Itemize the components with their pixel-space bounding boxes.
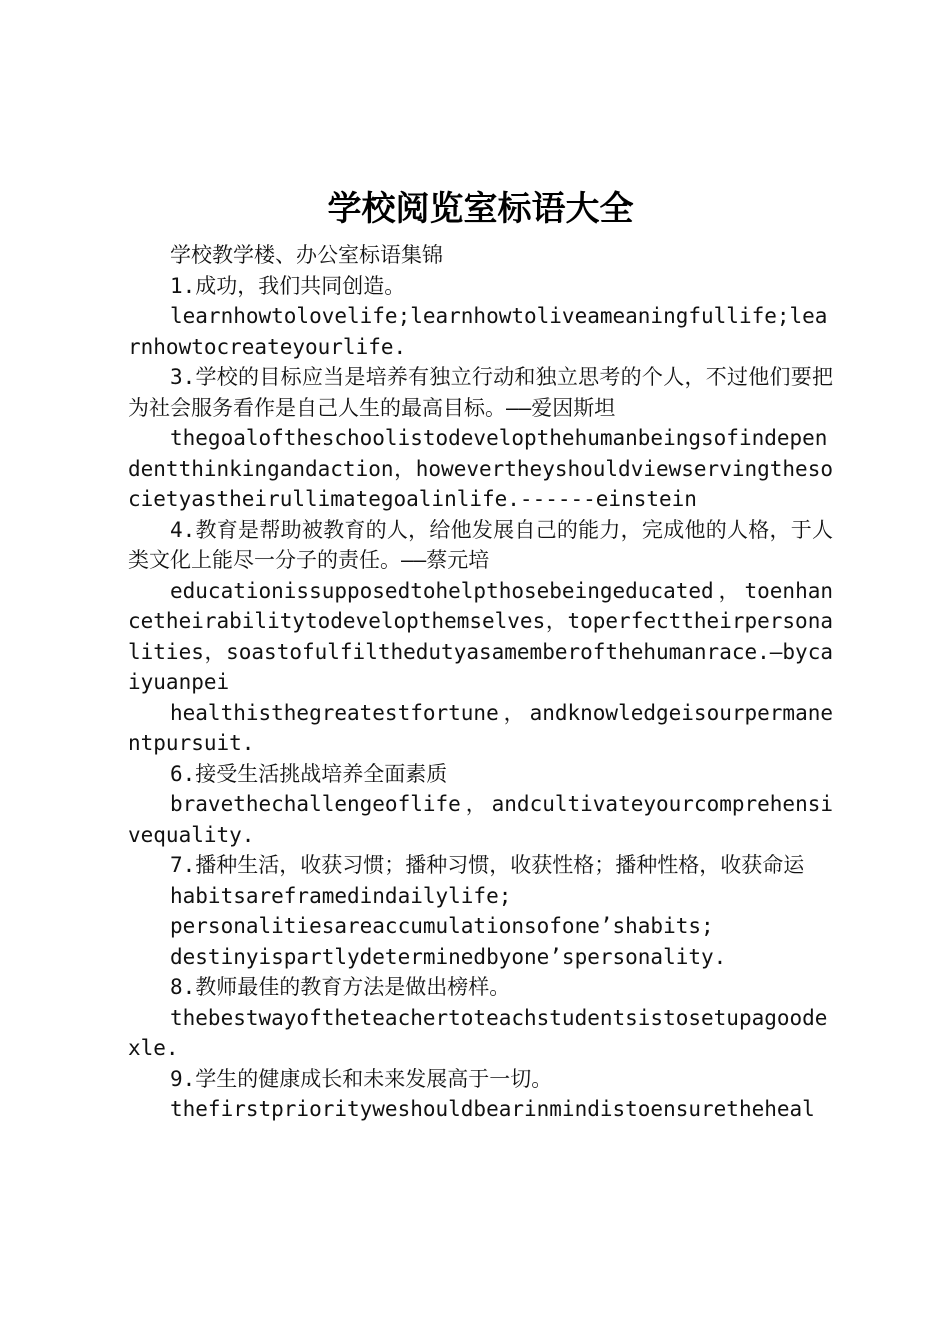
translation-paragraph: habitsareframedindailylife;	[170, 883, 512, 908]
slogan-paragraph: 1.成功，我们共同创造。	[170, 273, 406, 298]
translation-paragraph: personalitiesareaccumulationsofone’shabits;	[170, 914, 714, 938]
slogan-paragraph: 4.教育是帮助被教育的人，给他发展自己的能力，完成他的人格，于人类文化上能尽一分子的责任。——蔡元培	[128, 517, 833, 572]
slogan-paragraph: 3.学校的目标应当是培养有独立行动和独立思考的个人，不过他们要把为社会服务看作是自己人生的最高目标。——爱因斯坦	[128, 365, 833, 420]
translation-paragraph: healthisthegreatestfortune，andknowledgeisourpermanentpursuit.	[128, 700, 833, 755]
slogan-paragraph: 8.教师最佳的教育方法是做出榜样。	[170, 975, 511, 999]
slogan-paragraph: 6.接受生活挑战培养全面素质	[170, 761, 448, 786]
translation-paragraph: destinyispartlydeterminedbyone’spersonality.	[170, 944, 727, 969]
subtitle-paragraph: 学校教学楼、办公室标语集锦	[170, 243, 443, 267]
document-page	[128, 180, 833, 1125]
translation-paragraph: thefirstpriorityweshouldbearinmindistoensuretheheal	[170, 1097, 815, 1121]
translation-paragraph: learnhowtolovelife;learnhowtoliveameaningfullife;learnhowtocreateyourlife.	[128, 304, 828, 359]
slogan-paragraph: 7.播种生活，收获习惯；播种习惯，收获性格；播种性格，收获命运	[170, 853, 805, 877]
document-title: 学校阅览室标语大全	[327, 189, 634, 229]
translation-paragraph: thegoaloftheschoolistodevelopthehumanbeingsofindependentthinkingandaction，howevertheyshouldviewservingthesocietyastheirullimategoalinlife.------einstein	[128, 426, 833, 511]
translation-paragraph: educationissupposedtohelpthosebeingeducated，toenhancetheirabilitytodevelopthemselves，toperfecttheirpersonalities，soastofulfilthedutyasamemberofthehumanrace.—bycaiyuanpei	[128, 578, 833, 694]
translation-paragraph: bravethechallengeoflife，andcultivateyourcomprehensivequality.	[128, 792, 833, 847]
document-body	[128, 240, 833, 1125]
slogan-paragraph: 9.学生的健康成长和未来发展高于一切。	[170, 1066, 553, 1091]
translation-paragraph: thebestwayoftheteachertoteachstudentsistosetupagoodexle.	[128, 1005, 828, 1060]
